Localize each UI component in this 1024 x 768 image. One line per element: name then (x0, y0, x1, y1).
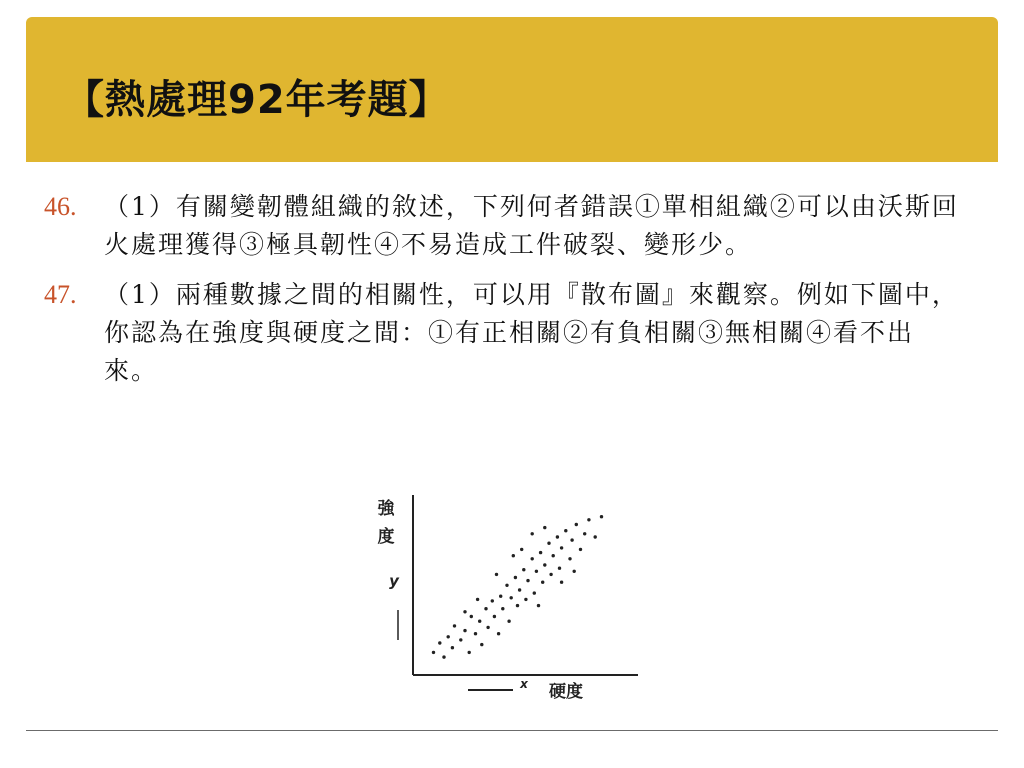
scatter-point (484, 607, 487, 610)
scatter-point (594, 535, 597, 538)
scatter-point (499, 595, 502, 598)
scatter-point (510, 596, 513, 599)
scatter-point (564, 529, 567, 532)
scatter-point (453, 624, 456, 627)
scatter-point (587, 518, 590, 521)
scatter-point (512, 554, 515, 557)
scatter-point (474, 632, 477, 635)
scatter-point (497, 632, 500, 635)
scatter-point (459, 638, 462, 641)
scatter-point (520, 548, 523, 551)
y-axis-label-char: 強 (377, 499, 395, 519)
scatter-point (570, 538, 573, 541)
scatter-point (579, 548, 582, 551)
scatter-point (539, 551, 542, 554)
scatter-points (432, 515, 603, 659)
scatter-point (531, 557, 534, 560)
scatter-point (526, 579, 529, 582)
scatter-point (543, 526, 546, 529)
scatter-point (558, 567, 561, 570)
question-number: 47. (44, 280, 77, 309)
footer-divider (26, 730, 998, 731)
scatter-point (600, 515, 603, 518)
scatter-point (560, 581, 563, 584)
question-46 (44, 188, 964, 264)
scatter-point (493, 615, 496, 618)
question-list (44, 188, 964, 402)
scatter-point (583, 532, 586, 535)
scatter-point (476, 598, 479, 601)
scatter-point (573, 570, 576, 573)
question-47 (44, 276, 964, 390)
scatter-point (518, 588, 521, 591)
scatter-point (575, 523, 578, 526)
scatter-point (478, 620, 481, 623)
scatter-point (549, 573, 552, 576)
question-text: （1）兩種數據之間的相關性，可以用『散布圖』來觀察。例如下圖中，你認為在強度與硬度之間：①有正相關②有負相關③無相關④看不出來。 (104, 280, 959, 385)
scatter-point (501, 607, 504, 610)
scatter-point (541, 581, 544, 584)
scatter-point (432, 651, 435, 654)
scatter-point (547, 542, 550, 545)
scatter-point (568, 557, 571, 560)
page-title: 【熱處理92年考題】 (64, 77, 450, 123)
scatter-point (468, 651, 471, 654)
question-number: 46. (44, 192, 77, 221)
question-text: （1）有關變韌體組織的敘述，下列何者錯誤①單相組織②可以由沃斯回火處理獲得③極具韌性④不易造成工件破裂、變形少。 (104, 192, 959, 259)
scatter-plot (368, 490, 653, 705)
scatter-point (556, 535, 559, 538)
scatter-point (522, 568, 525, 571)
scatter-point (480, 643, 483, 646)
scatter-point (533, 591, 536, 594)
scatter-point (524, 598, 527, 601)
scatter-point (451, 646, 454, 649)
x-axis-label: 硬度 (549, 682, 583, 702)
scatter-point (438, 641, 441, 644)
scatter-point (543, 563, 546, 566)
scatter-point (505, 584, 508, 587)
scatter-point (491, 599, 494, 602)
scatter-point (514, 576, 517, 579)
scatter-point (560, 546, 563, 549)
scatter-point (507, 620, 510, 623)
scatter-point (535, 570, 538, 573)
scatter-point (531, 532, 534, 535)
x-axis-symbol: x (520, 677, 528, 691)
scatter-point (516, 604, 519, 607)
y-axis-symbol: y (389, 572, 399, 590)
scatter-point (463, 610, 466, 613)
scatter-point (470, 615, 473, 618)
scatter-point (463, 629, 466, 632)
scatter-point (552, 554, 555, 557)
scatter-point (447, 635, 450, 638)
scatter-point (442, 655, 445, 658)
scatter-point (495, 573, 498, 576)
scatter-point (486, 626, 489, 629)
scatter-point (537, 604, 540, 607)
scatter-plot-figure (368, 490, 653, 705)
y-axis-label-char: 度 (377, 527, 395, 547)
